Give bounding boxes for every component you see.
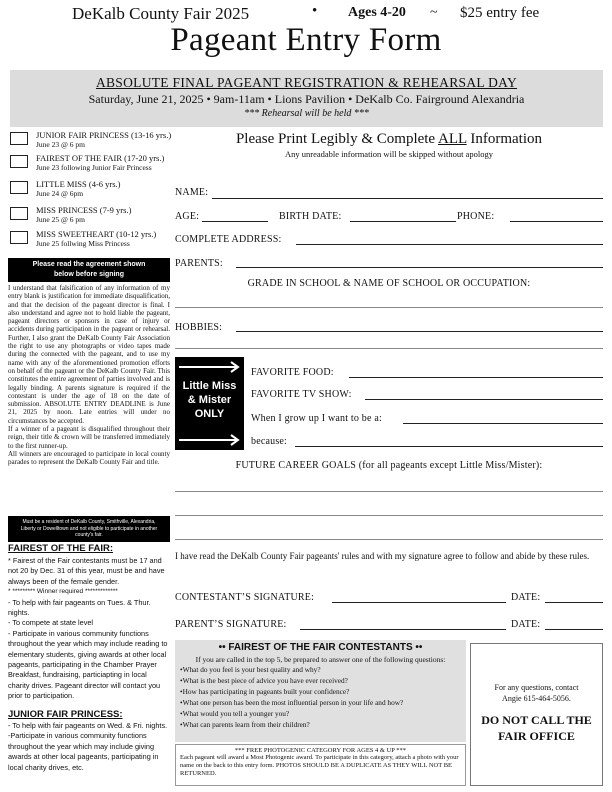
agreement-box-title: Please read the agreement shown below before signing — [8, 258, 170, 282]
photogenic-box — [175, 744, 466, 786]
banner-title: ABSOLUTE FINAL PAGEANT REGISTRATION & REHEARSAL DAY — [95, 75, 518, 90]
name-label: NAME: — [175, 187, 209, 198]
age-field[interactable] — [202, 221, 268, 222]
parents-field[interactable] — [236, 267, 603, 268]
food-label: FAVORITE FOOD: — [251, 367, 334, 378]
category-checkbox[interactable] — [10, 155, 28, 168]
registration-banner — [10, 70, 603, 127]
contestant-date-label: DATE: — [511, 592, 541, 603]
birth-date-label: BIRTH DATE: — [279, 211, 342, 222]
contestant-date-field[interactable] — [545, 602, 603, 603]
name-field[interactable] — [212, 198, 603, 199]
category-checkbox[interactable] — [10, 231, 28, 244]
agreement-text: I understand that falsification of any information of my entry blank is justification for immediate disqualification, and that the decision of the pageant director is final. I also understand and agree not to hold liable the pageant, pageant directors or sponsors in case of injury or accidents during participation in the pageant or rehearsal. Further, I also grant the DeKalb County Fair Association the right to use any photographs or video tapes made during the connected with the pageant, and to use my name with any of the aforementioned promotion efforts on behalf of the pageant or the DeKalb County Fair. This constitutes the entire agreement of parties involved and is legally binding. A parents signature is required if the contestant is under the age of 18 on the date of submission. ABSOLUTE ENTRY DEADLINE is June 21, 2025 by noon. Late entries will under no circumstances be accepted. If a winner of a pageant is disqualified throughout their reign, their title & crown will be transferred immediately to the first runner-up. All winners are encouraged to participate in local county parades to represent the DeKalb County Fair and title. — [8, 284, 170, 467]
question-item: • What one person has been the most influential person in your life and how? — [180, 697, 461, 708]
do-not-call-warning: DO NOT CALL THE FAIR OFFICE — [481, 713, 592, 743]
school-label: GRADE IN SCHOOL & NAME OF SCHOOL OR OCCUPATION: — [247, 278, 531, 289]
parent-signature-label: PARENT’S SIGNATURE: — [175, 619, 287, 630]
ages-range: Ages 4-20 — [348, 5, 406, 20]
category-list — [8, 130, 173, 255]
grow-up-label: When I grow up I want to be a: — [251, 413, 382, 424]
bullet-separator: • — [312, 3, 318, 19]
address-field[interactable] — [296, 244, 603, 245]
career-field[interactable] — [175, 491, 603, 492]
arrow-right-icon — [175, 433, 244, 447]
questions-title: •• FAIREST OF THE FAIR CONTESTANTS •• — [218, 642, 423, 653]
junior-rules: - To help with fair pageants on Wed. & Fri. nights. -Participate in various community functions throughout the year which may include giving awards at other local pageants, participating in local charity drives, etc. — [8, 721, 168, 772]
contestant-signature-label: CONTESTANT’S SIGNATURE: — [175, 592, 315, 603]
category-item: LITTLE MISS (4-6 yrs.) June 24 @ 6pm — [36, 179, 121, 198]
question-item: • What would you tell a younger you? — [180, 708, 461, 719]
questions-intro: If you are called in the top 5, be prepared to answer one of the following questions: — [195, 655, 446, 664]
parent-date-label: DATE: — [511, 619, 541, 630]
form-subheading: Any unreadable information will be skipped without apology — [285, 149, 493, 159]
hobbies-label: HOBBIES: — [175, 322, 223, 333]
junior-heading: JUNIOR FAIR PRINCESS: — [8, 709, 123, 720]
category-item: MISS SWEETHEART (10-12 yrs.) June 25 follwing Miss Princess — [36, 229, 157, 248]
birth-date-field[interactable] — [350, 221, 456, 222]
question-item: • What do you feel is your best quality and why? — [180, 664, 461, 675]
form-heading: Please Print Legibly & Complete ALL Information — [235, 131, 543, 147]
agreement-statement: I have read the DeKalb County Fair pageants' rules and with my signature agree to follow and abide by these rules. — [175, 551, 590, 561]
career-field[interactable] — [175, 515, 603, 516]
form-title: Pageant Entry Form — [170, 22, 442, 58]
food-field[interactable] — [349, 377, 603, 378]
question-item: • How has participating in pageants built your confidence? — [180, 686, 461, 697]
parents-label: PARENTS: — [175, 258, 223, 269]
little-miss-mister-box — [175, 357, 244, 450]
tilde-separator: ~ — [430, 5, 438, 20]
parent-signature-field[interactable] — [300, 629, 506, 630]
contestant-questions-box — [175, 640, 466, 742]
banner-details: Saturday, June 21, 2025 • 9am-11am • Lions Pavilion • DeKalb Co. Fairground Alexandria — [88, 92, 525, 106]
arrow-right-icon — [175, 360, 244, 374]
fairest-rules: * Fairest of the Fair contestants must be 17 and not 20 by Dec. 31 of this year, must be and have always been of the female gender. * ********* Winner required ************* - To help with fair pageants on Tues. & Thur. nights. - To compete at state level - Participate in various community functions throughout the year which may include reading to elementary students, giving awards at other local pageants, participating in the Chamber Prayer Breakfast, fundraising, particiapting in local charity drives. Pageant director will contact you prior to participation. — [8, 556, 168, 701]
tv-label: FAVORITE TV SHOW: — [251, 389, 352, 400]
photogenic-text: Each pageant will award a Most Photogenic award. To participate in this category, attach a photo with your name on the back to this entry form. PHOTOS SHOULD BE A DUPLICATE AS THEY WILL NOT BE RETURNED. — [180, 754, 459, 777]
question-item: • What is the best piece of advice you have ever received? — [180, 675, 461, 686]
banner-note: *** Rehearsal will be held *** — [244, 108, 369, 119]
school-field[interactable] — [175, 307, 603, 308]
little-miss-label: Little Miss & Mister ONLY — [182, 380, 237, 420]
entry-fee: $25 entry fee — [460, 5, 540, 21]
career-field[interactable] — [175, 539, 603, 540]
career-label: FUTURE CAREER GOALS (for all pageants except Little Miss/Mister): — [235, 460, 543, 471]
address-label: COMPLETE ADDRESS: — [175, 234, 282, 245]
hobbies-field[interactable] — [236, 331, 603, 332]
category-item: FAIREST OF THE FAIR (17-20 yrs.) June 23 following Junior Fair Princess — [36, 153, 165, 172]
category-item: MISS PRINCESS (7-9 yrs.) June 25 @ 6 pm — [36, 205, 132, 224]
phone-field[interactable] — [510, 221, 603, 222]
question-item: • What can parents learn from their children? — [180, 719, 461, 730]
tv-field[interactable] — [365, 399, 603, 400]
age-label: AGE: — [175, 211, 200, 222]
contestant-signature-field[interactable] — [332, 602, 506, 603]
contact-questions: For any questions, contact Angie 615-464-5056. — [494, 683, 579, 703]
category-item: JUNIOR FAIR PRINCESS (13-16 yrs.) June 23 @ 6 pm — [36, 130, 172, 149]
hobbies-field-extra[interactable] — [175, 348, 603, 349]
resident-note: Must be a resident of DeKalb County, Smithville, Alexandria, Liberty or Dowelltown and not eligible to participate in another county's fair. — [8, 516, 170, 542]
photogenic-title: *** FREE PHOTOGENIC CATEGORY FOR AGES 4 & UP *** — [234, 747, 407, 754]
fairest-heading: FAIREST OF THE FAIR: — [8, 543, 114, 554]
contact-box — [470, 643, 603, 786]
because-field[interactable] — [295, 446, 603, 447]
category-checkbox[interactable] — [10, 207, 28, 220]
category-checkbox[interactable] — [10, 181, 28, 194]
phone-label: PHONE: — [457, 211, 495, 222]
grow-up-field[interactable] — [403, 423, 603, 424]
parent-date-field[interactable] — [545, 629, 603, 630]
fair-name: DeKalb County Fair 2025 — [72, 4, 250, 23]
category-checkbox[interactable] — [10, 132, 28, 145]
because-label: because: — [251, 436, 288, 447]
